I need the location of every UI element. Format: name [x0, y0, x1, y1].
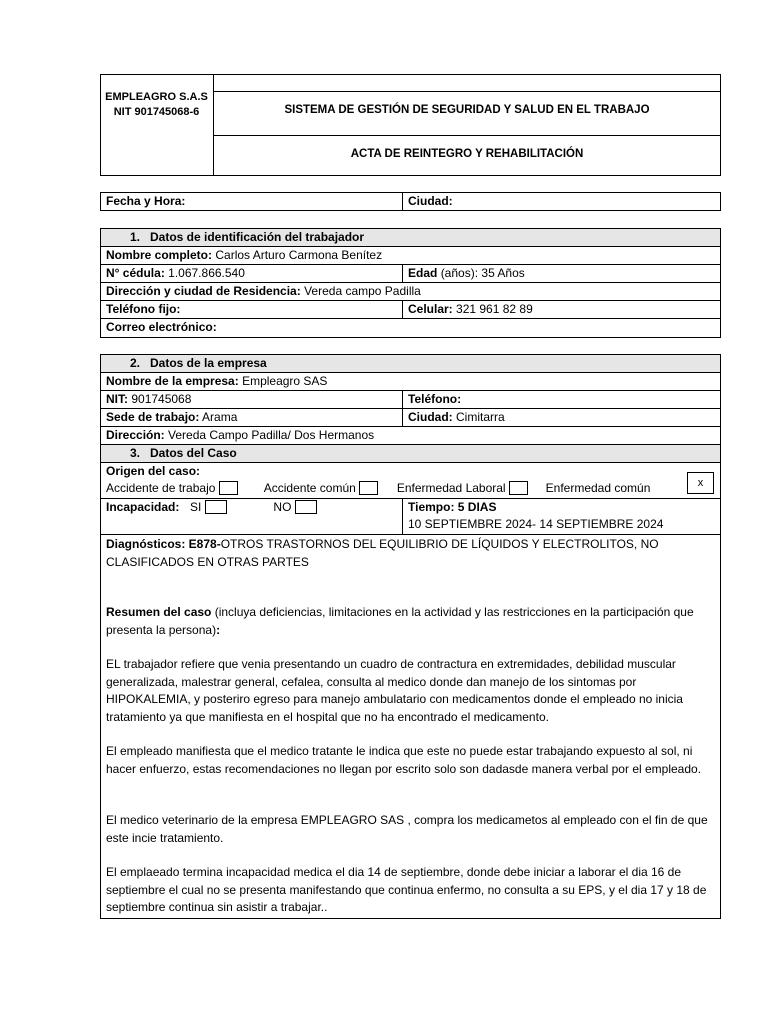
enfermedad-comun-mark: x — [697, 477, 704, 489]
company-logo-text — [100, 90, 213, 120]
case-origin-options — [100, 480, 721, 497]
company-sede-label: Sede de trabajo: — [106, 410, 200, 424]
incapacidad-no-label: NO — [273, 500, 292, 514]
resumen-paragraph-3: El medico veterinario de la empresa EMPLEAGRO SAS , compra los medicametos al empleado con el fin de que este incie tratamiento. — [106, 813, 708, 845]
company-name: EMPLEAGRO S.A.S — [105, 91, 208, 103]
header-divider-1 — [213, 91, 721, 92]
header-divider-2 — [213, 135, 721, 136]
accidente-trabajo-checkbox[interactable] — [219, 481, 238, 495]
incapacidad-label: Incapacidad: — [106, 500, 180, 514]
company-nit: NIT 901745068-6 — [113, 106, 200, 118]
company-ciudad-row — [402, 409, 721, 426]
worker-cedula-row — [100, 265, 402, 282]
resumen-colon: : — [216, 622, 221, 637]
company-name-label: Nombre de la empresa: — [106, 374, 239, 388]
company-nit-value: 901745068 — [131, 392, 192, 406]
tiempo-range: 10 SEPTIEMBRE 2024- 14 SEPTIEMBRE 2024 — [408, 517, 664, 531]
worker-name-row — [100, 247, 721, 264]
resumen-paragraph-1: EL trabajador refiere que venia presentando un cuadro de contractura en extremidades, debilidad muscular generalizada, malestrar general, cefalea, consulta al medico donde dan manejo de los sintomas por HIPOKALEMIA, y posteriro egreso para manejo ambulatario con medicamentos donde el empleado no inicia tratamiento ya que manifiesta en el hospital que no ha encontrado el medicamento. — [106, 657, 683, 724]
worker-address-label: Dirección y ciudad de Residencia: — [106, 284, 301, 298]
company-name-row — [100, 373, 721, 390]
incapacidad-si-checkbox[interactable] — [205, 500, 227, 514]
company-sede-value: Arama — [202, 410, 238, 424]
company-telefono-label: Teléfono: — [408, 392, 462, 406]
resumen-heading — [106, 604, 718, 639]
incapacidad-si-label: SI — [190, 500, 202, 514]
worker-address-row — [100, 283, 721, 300]
worker-celular-row — [402, 301, 721, 318]
company-sede-row — [100, 409, 402, 426]
enfermedad-comun-checkbox[interactable] — [687, 472, 714, 494]
worker-edad-label: Edad — [408, 266, 438, 280]
case-section-title: 3. Datos del Caso — [130, 446, 237, 460]
incapacidad-row — [100, 499, 402, 516]
resumen-paragraph-4: El emplaeado termina incapacidad medica el dia 14 de septiembre, donde debe iniciar a laborar el dia 16 de septiembre el cual no se presenta manifestando que continua enfermo, no consulta a su EPS, y el dia 17 y 18 de septiembre continua sin asistir a trabajar.. — [106, 865, 707, 914]
worker-cedula-label: N° cédula: — [106, 266, 165, 280]
enfermedad-laboral-checkbox[interactable] — [509, 481, 528, 495]
company-nit-row — [100, 391, 402, 408]
worker-edad-units: (años): — [440, 266, 479, 280]
resumen-intro: (incluya deficiencias, limitaciones en la actividad y las restricciones en la participación que presenta la persona) — [106, 605, 694, 637]
ciudad-label: Ciudad: — [408, 194, 453, 208]
worker-address-value: Vereda campo Padilla — [304, 284, 421, 298]
resumen-paragraph-2: El empleado manifiesta que el medico tratante le indica que este no puede estar trabajando expuesto al sol, ni hacer enfuerzo, estas recomendaciones no llegan por escrito solo son dadasde manera verbal por el empleado. — [106, 744, 702, 776]
worker-edad-value: 35 Años — [481, 266, 525, 280]
company-direccion-value: Vereda Campo Padilla/ Dos Hermanos — [168, 428, 375, 442]
worker-cedula-value: 1.067.866.540 — [168, 266, 245, 280]
worker-section-title: 1. Datos de identificación del trabajador — [130, 230, 365, 244]
company-direccion-label: Dirección: — [106, 428, 165, 442]
system-title: SISTEMA DE GESTIÓN DE SEGURIDAD Y SALUD EN EL TRABAJO — [284, 104, 650, 116]
company-section-title: 2. Datos de la empresa — [130, 356, 267, 370]
diagnostico-text: OTROS TRASTORNOS DEL EQUILIBRIO DE LÍQUIDOS Y ELECTROLITOS, NO CLASIFICADOS EN OTRAS PARTES — [106, 537, 659, 569]
worker-email-label: Correo electrónico: — [106, 320, 217, 334]
opt-enfermedad-laboral-label: Enfermedad Laboral — [396, 481, 506, 495]
opt-enfermedad-comun-label: Enfermedad común — [545, 481, 651, 495]
worker-celular-label: Celular: — [408, 302, 453, 316]
company-nit-label: NIT: — [106, 392, 128, 406]
tiempo-label: Tiempo: 5 DIAS — [408, 500, 497, 514]
worker-name-label: Nombre completo: — [106, 248, 213, 262]
company-ciudad-label: Ciudad: — [408, 410, 453, 424]
opt-accidente-trabajo-label: Accidente de trabajo — [106, 481, 216, 495]
incapacidad-no-checkbox[interactable] — [295, 500, 317, 514]
worker-celular-value: 321 961 82 89 — [456, 302, 533, 316]
company-ciudad-value: Cimitarra — [456, 410, 505, 424]
worker-telefono-label: Teléfono fijo: — [106, 302, 181, 316]
fecha-hora-label: Fecha y Hora: — [106, 194, 186, 208]
worker-edad-row — [402, 265, 721, 282]
accidente-comun-checkbox[interactable] — [359, 481, 378, 495]
document-title: ACTA DE REINTEGRO Y REHABILITACIÓN — [350, 148, 584, 160]
resumen-label: Resumen del caso — [106, 605, 212, 619]
worker-name-value: Carlos Arturo Carmona Benítez — [215, 248, 383, 262]
company-name-value: Empleagro SAS — [242, 374, 328, 388]
opt-accidente-comun-label: Accidente común — [263, 481, 356, 495]
case-origin-label: Origen del caso: — [106, 464, 201, 478]
diagnostico-label: Diagnósticos: E878- — [106, 537, 221, 551]
company-direccion-row — [100, 427, 721, 444]
diagnostico-block — [106, 536, 718, 571]
